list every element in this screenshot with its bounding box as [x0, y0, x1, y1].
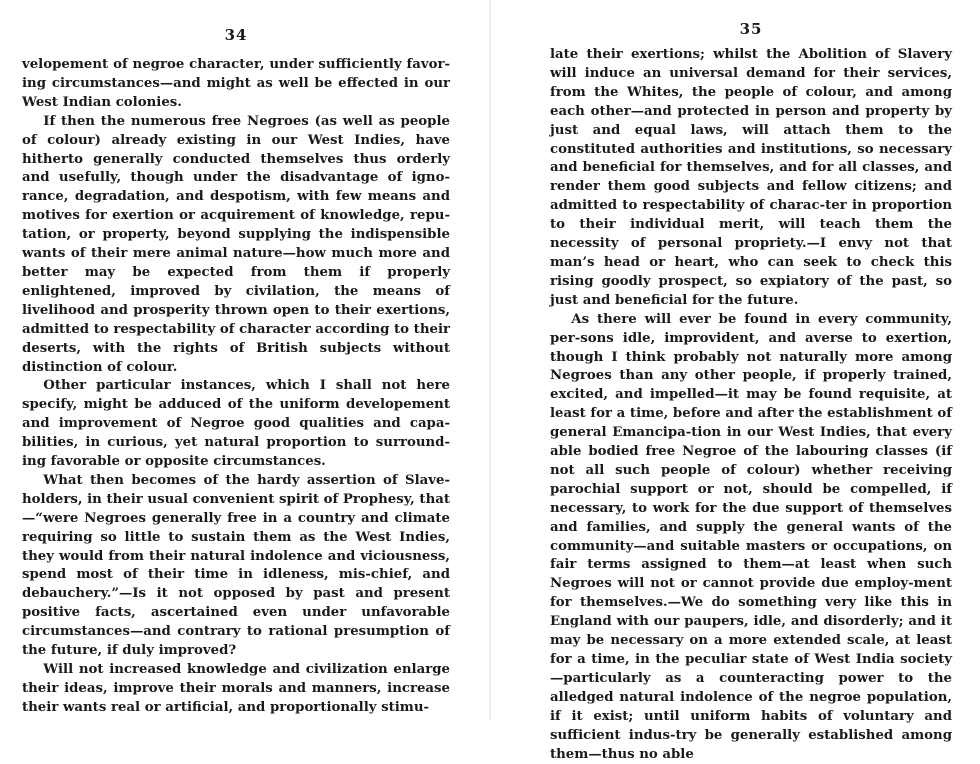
- paragraph: late their exertions; whilst the Abolition of Slavery will induce an universal demand for their services, from the Whites, the people of colour, and among each other—and protected in person and property by just and equal laws, will attach them to the constituted authorities and institutions, so necessary and beneficial for themselves, and for all classes, and render them good subjects and fellow citizens; and admitted to respectability of charac-ter in proportion to their individual merit, will teach them the necessity of personal propriety.—I envy not that man’s head or heart, who can seek to check this rising goodly prospect, so expiatory of the past, so just and beneficial for the future.: [550, 47, 952, 308]
- paragraph: Other particular instances, which I shall not here specify, might be adduced of the uniform developement and improvement of Negroe good qualities and capa-bilities, in curious, yet natural proportion to surround-ing favorable or opposite circumstances.: [22, 378, 450, 470]
- right-page: [490, 0, 980, 762]
- page-number-left: 34: [224, 26, 248, 44]
- paragraph: As there will ever be found in every community, per-sons idle, improvident, and averse to exertion, though I think probably not naturally more among Negroes than any other people, if properly trained, excited, and impelled—it may be found requisite, at least for a time, before and after the establishment of general Emancipa-tion in our West Indies, that every able bodied free Negroe of the labouring classes (if not all such people of colour) whether receiving parochial support or not, should be compelled, if necessary, to work for the due support of themselves and families, and supply the general wants of the community—and suitable masters or occupations, on fair terms assigned to them—at least when such Negroes will not or cannot provide due employ-ment for themselves.—We do something very like this in England with our paupers, idle, and disorderly; and it may be necessary on a more extended scale, at least for a time, in the peculiar state of West India society—particularly as a counteracting power to the alledged natural indolence of the negroe population, if it exist; until uniform habits of voluntary and sufficient indus-try be generally established among them—thus no able: [550, 311, 952, 762]
- paragraph: If then the numerous free Negroes (as well as people of colour) already existing in our West Indies, have hitherto generally conducted themselves thus orderly and usefully, though under the disadvantage of igno-rance, degradation, and despotism, with few means and motives for exertion or acquirement of knowledge, repu-tation, or property, beyond supplying the indispensible wants of their mere animal nature—how much more and better may be expected from them if properly enlightened, improved by civilation, the means of livelihood and prosperity thrown open to their exertions, admitted to respectability of character according to their deserts, with the rights of British subjects without distinction of colour.: [22, 113, 450, 375]
- paragraph: velopement of negroe character, under sufficiently favor-ing circumstances—and might as well be effected in our West Indian colonies.: [22, 57, 450, 110]
- page-number-right: 35: [739, 20, 763, 38]
- paragraph: Will not increased knowledge and civilization enlarge their ideas, improve their morals and manners, increase their wants real or artificial, and proportionally stimu-: [22, 662, 450, 715]
- left-page: [0, 0, 490, 720]
- left-page-text: [22, 56, 450, 718]
- right-page-text: [550, 46, 952, 764]
- paragraph: What then becomes of the hardy assertion of Slave-holders, in their usual convenient spirit of Prophesy, that—“were Negroes generally free in a country and climate requiring so little to sustain them as the West Indies, they would from their natural indolence and viciousness, spend most of their time in idleness, mis-chief, and debauchery.”—Is it not opposed by past and present positive facts, ascertained even under unfavorable circumstances—and contrary to rational presumption of the future, if duly improved?: [22, 472, 450, 659]
